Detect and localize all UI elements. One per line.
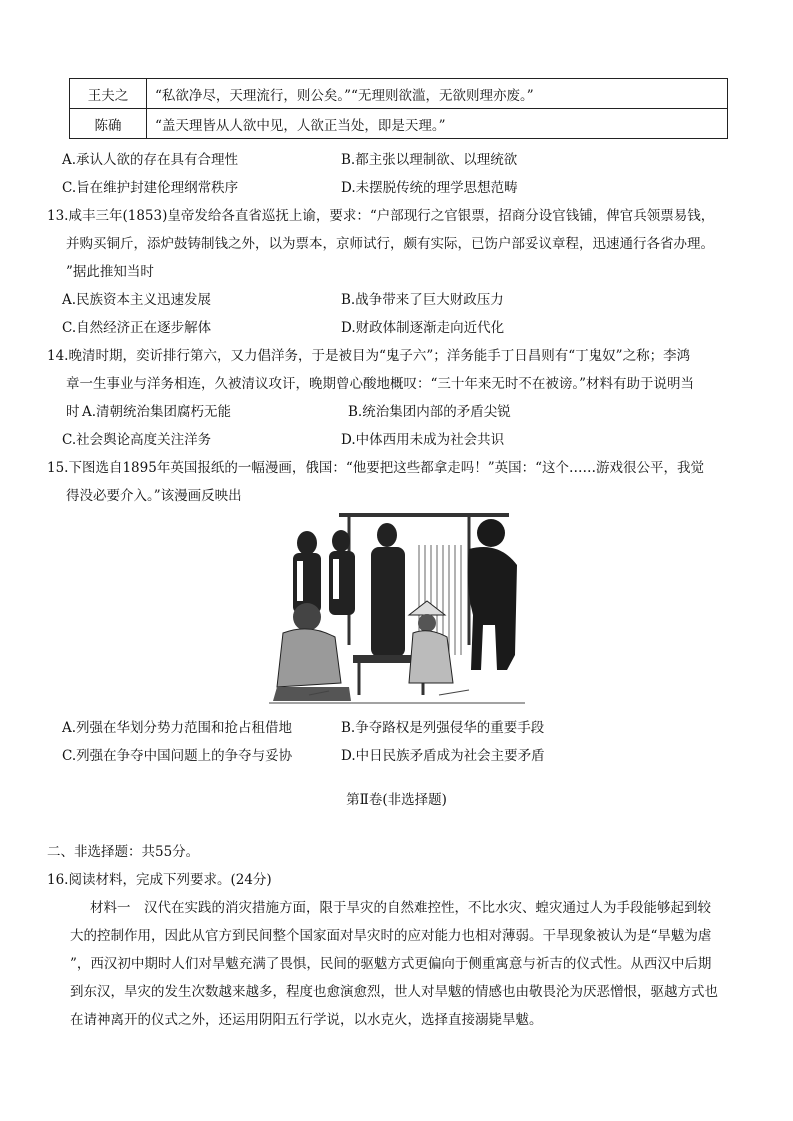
q13-option-c: C.自然经济正在逐步解体 — [62, 320, 212, 336]
q12-option-d: D.未摆脱传统的理学思想范畴 — [341, 180, 518, 196]
quote-table — [69, 78, 728, 139]
table-row — [70, 109, 728, 139]
q12-option-a: A.承认人欲的存在具有合理性 — [62, 152, 239, 168]
material-line: ”，西汉初中期时人们对旱魃充满了畏惧，民间的驱魃方式更偏向于侧重寓意与祈吉的仪式性。从西汉中后期 — [70, 956, 712, 972]
q15-stem-line: 15.下图选自1895年英国报纸的一幅漫画，俄国：“他要把这些都拿走吗！”英国：“这个……游戏很公平，我觉 — [47, 460, 705, 476]
q15-option-c: C.列强在争夺中国问题上的争夺与妥协 — [62, 748, 293, 764]
q12-option-c: C.旨在维护封建伦理纲常秩序 — [62, 180, 239, 196]
quote-text: “盖天理皆从人欲中见，人欲正当处，即是天理。” — [147, 109, 728, 139]
q14-stem-line: 14.晚清时期，奕䜣排行第六，又力倡洋务，于是被目为“鬼子六”；洋务能手丁日昌则有“丁鬼奴”之称；李鸿 — [47, 348, 691, 364]
table-row — [70, 79, 728, 109]
part2-header: 二、非选择题：共55分。 — [47, 844, 200, 860]
cartoon-illustration — [269, 505, 525, 705]
q13-stem-line: 13.咸丰三年(1853)皇帝发给各直省巡抚上谕，要求：“户部现行之官银票，招商分设官钱铺，俾官兵领票易钱， — [47, 208, 715, 224]
material-line: 在请神离开的仪式之外，还运用阴阳五行学说，以水克火，选择直接溺毙旱魃。 — [70, 1012, 543, 1028]
q14-option-d: D.中体西用未成为社会共识 — [341, 432, 505, 448]
q14-stem-line: 时 — [66, 404, 80, 420]
q14-option-a: A.清朝统治集团腐朽无能 — [82, 404, 232, 420]
q15-stem-line: 得没必要介入。”该漫画反映出 — [66, 488, 242, 504]
q15-option-b: B.争夺路权是列强侵华的重要手段 — [341, 720, 545, 736]
q14-stem-line: 章一生事业与洋务相连，久被清议攻讦，晚期曾心酸地概叹：“三十年来无时不在被谤。”材料有助于说明当 — [66, 376, 695, 392]
quote-text: “私欲净尽，天理流行，则公矣。”“无理则欲滥，无欲则理亦废。” — [147, 79, 728, 109]
q15-option-a: A.列强在华划分势力范围和抢占租借地 — [62, 720, 293, 736]
q12-option-b: B.都主张以理制欲、以理统欲 — [341, 152, 518, 168]
q16-header: 16.阅读材料，完成下列要求。(24分) — [47, 872, 272, 888]
section-title: 第Ⅱ卷(非选择题) — [346, 792, 447, 808]
material-line: 大的控制作用，因此从官方到民间整个国家面对旱灾时的应对能力也相对薄弱。干旱现象被认为是“旱魃为虐 — [70, 928, 712, 944]
q13-option-a: A.民族资本主义迅速发展 — [62, 292, 212, 308]
q13-option-d: D.财政体制逐渐走向近代化 — [341, 320, 505, 336]
q13-option-b: B.战争带来了巨大财政压力 — [341, 292, 504, 308]
q13-stem-line: ”据此推知当时 — [66, 264, 154, 280]
philosopher-name: 陈确 — [70, 109, 147, 139]
q14-option-c: C.社会舆论高度关注洋务 — [62, 432, 212, 448]
philosopher-name: 王夫之 — [70, 79, 147, 109]
material-line: 到东汉，旱灾的发生次数越来越多，程度也愈演愈烈，世人对旱魃的情感也由敬畏沦为厌恶憎恨，驱越方式也 — [70, 984, 718, 1000]
q13-stem-line: 并购买铜斤，添炉鼓铸制钱之外，以为票本，京师试行，颇有实际，已饬户部妥议章程，迅速通行各省办理。 — [66, 236, 714, 252]
q14-option-b: B.统治集团内部的矛盾尖锐 — [348, 404, 511, 420]
q15-option-d: D.中日民族矛盾成为社会主要矛盾 — [341, 748, 545, 764]
material-line: 材料一 汉代在实践的消灾措施方面，限于旱灾的自然难控性，不比水灾、蝗灾通过人为手段能够起到较 — [90, 900, 711, 916]
